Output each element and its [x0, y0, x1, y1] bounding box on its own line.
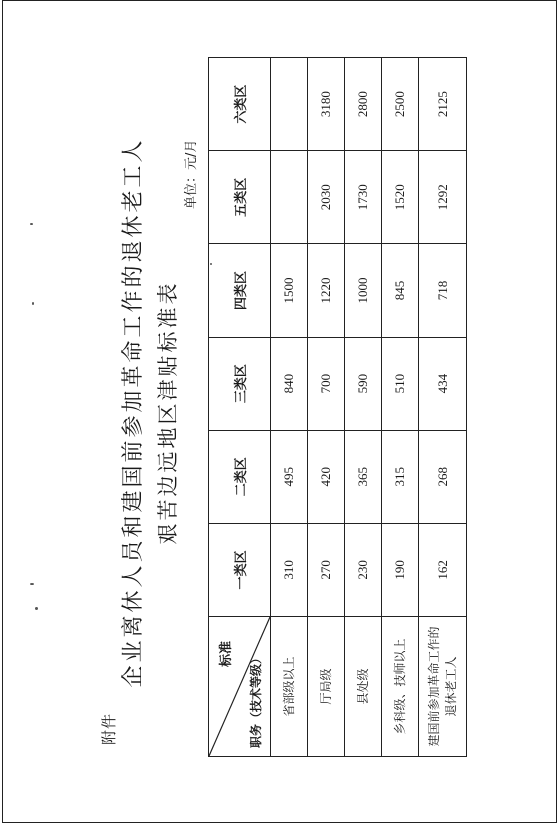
table-cell: 700	[308, 337, 345, 430]
scan-speck	[30, 223, 33, 225]
row-label: 乡科级、技师以上	[382, 617, 419, 757]
row-label: 建国前参加革命工作的退休老工人	[419, 617, 467, 757]
table-cell: 190	[382, 523, 419, 616]
table-cell: 420	[308, 430, 345, 523]
zone-header: 一类区	[209, 523, 271, 616]
table-cell: 268	[419, 430, 467, 523]
row-label: 县处级	[345, 617, 382, 757]
standard-label: 标准	[219, 641, 234, 668]
zone-header: 四类区	[209, 244, 271, 337]
table-cell: 2125	[419, 58, 467, 151]
table-row	[345, 58, 382, 757]
table-cell: 2800	[345, 58, 382, 151]
position-label: 职务（技术等级）	[249, 651, 263, 748]
table-cell: 1730	[345, 151, 382, 244]
table-cell	[271, 58, 308, 151]
table-cell: 162	[419, 523, 467, 616]
document-title-line1: 企业离休人员和建国前参加革命工作的退休老工人	[121, 137, 146, 688]
table-cell: 315	[382, 430, 419, 523]
table-cell: 1500	[271, 244, 308, 337]
zone-header: 六类区	[209, 58, 271, 151]
scan-speck	[32, 302, 34, 305]
table-header-row	[209, 58, 271, 757]
document-title-line2: 艰苦边远地区津贴标准表	[156, 280, 180, 545]
table-cell: 1520	[382, 151, 419, 244]
table-cell: 1292	[419, 151, 467, 244]
table-cell: 270	[308, 523, 345, 616]
zone-header: 五类区	[209, 151, 271, 244]
table-row	[308, 58, 345, 757]
table-cell: 310	[271, 523, 308, 616]
diagonal-header-cell	[209, 617, 271, 757]
table-cell: 2500	[382, 58, 419, 151]
zone-header: 二类区	[209, 430, 271, 523]
row-label: 省部级以上	[271, 617, 308, 757]
unit-label: 单位：元/月	[184, 139, 199, 209]
table-cell: 845	[382, 244, 419, 337]
scan-speck	[210, 263, 212, 265]
table-row	[271, 58, 308, 757]
table-cell: 590	[345, 337, 382, 430]
table-cell: 365	[345, 430, 382, 523]
table-cell: 510	[382, 337, 419, 430]
scan-speck	[35, 607, 38, 610]
row-label: 厅局级	[308, 617, 345, 757]
table-cell: 1220	[308, 244, 345, 337]
table-cell: 434	[419, 337, 467, 430]
table-cell: 230	[345, 523, 382, 616]
scan-speck	[30, 583, 34, 585]
attachment-label: 附件	[100, 712, 118, 745]
table-cell	[271, 151, 308, 244]
subsidy-standard-table	[208, 57, 467, 757]
table-cell: 1000	[345, 244, 382, 337]
table-cell: 3180	[308, 58, 345, 151]
table-cell: 2030	[308, 151, 345, 244]
table-row	[419, 58, 467, 757]
zone-header: 三类区	[209, 337, 271, 430]
table-cell: 718	[419, 244, 467, 337]
table-cell: 495	[271, 430, 308, 523]
table-row	[382, 58, 419, 757]
table-cell: 840	[271, 337, 308, 430]
